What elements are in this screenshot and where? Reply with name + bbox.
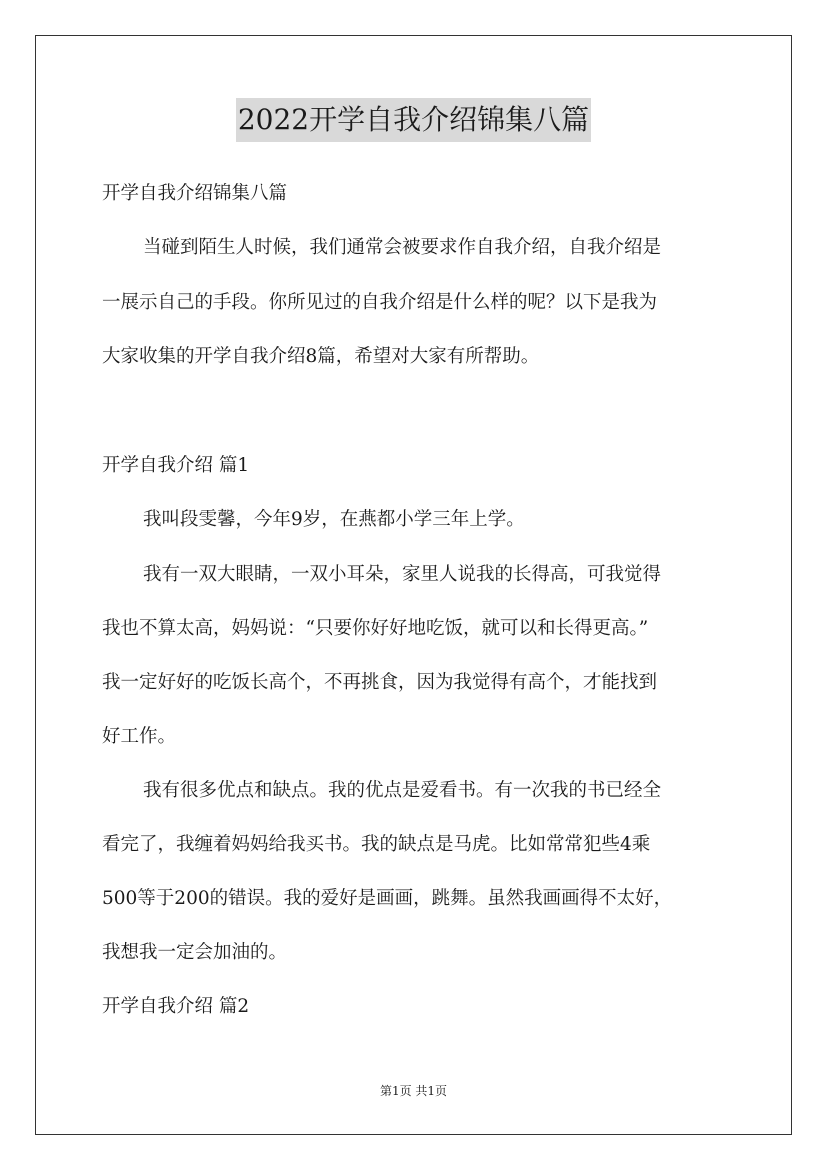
intro-line: 大家收集的开学自我介绍8篇，希望对大家有所帮助。 <box>102 346 540 367</box>
section-heading: 开学自我介绍 篇2 <box>102 996 250 1017</box>
paragraph-line: 500等于200的错误。我的爱好是画画，跳舞。虽然我画画得不太好， <box>102 888 673 909</box>
paragraph-line: 我有一双大眼睛，一双小耳朵，家里人说我的长得高，可我觉得 <box>143 564 662 585</box>
paragraph-line: 我有很多优点和缺点。我的优点是爱看书。有一次我的书已经全 <box>143 780 662 801</box>
paragraph-line: 看完了，我缠着妈妈给我买书。我的缺点是马虎。比如常常犯些4乘 <box>102 834 651 855</box>
paragraph-line: 我也不算太高，妈妈说：“只要你好好地吃饭，就可以和长得更高。” <box>102 618 649 639</box>
page-footer: 第1页 共1页 <box>379 1084 448 1098</box>
paragraph-line: 好工作。 <box>102 726 177 747</box>
document-heading: 开学自我介绍锦集八篇 <box>102 183 288 204</box>
intro-line: 当碰到陌生人时候，我们通常会被要求作自我介绍，自我介绍是 <box>143 237 662 258</box>
intro-line: 一展示自己的手段。你所见过的自我介绍是什么样的呢？以下是我为 <box>102 292 658 313</box>
document-title: 2022开学自我介绍锦集八篇 <box>236 98 591 142</box>
title-container <box>0 98 827 142</box>
paragraph-line: 我叫段雯馨，今年9岁，在燕都小学三年上学。 <box>143 509 525 530</box>
paragraph-line: 我一定好好的吃饭长高个，不再挑食，因为我觉得有高个，才能找到 <box>102 672 658 693</box>
paragraph-line: 我想我一定会加油的。 <box>102 942 288 963</box>
section-heading: 开学自我介绍 篇1 <box>102 455 250 476</box>
